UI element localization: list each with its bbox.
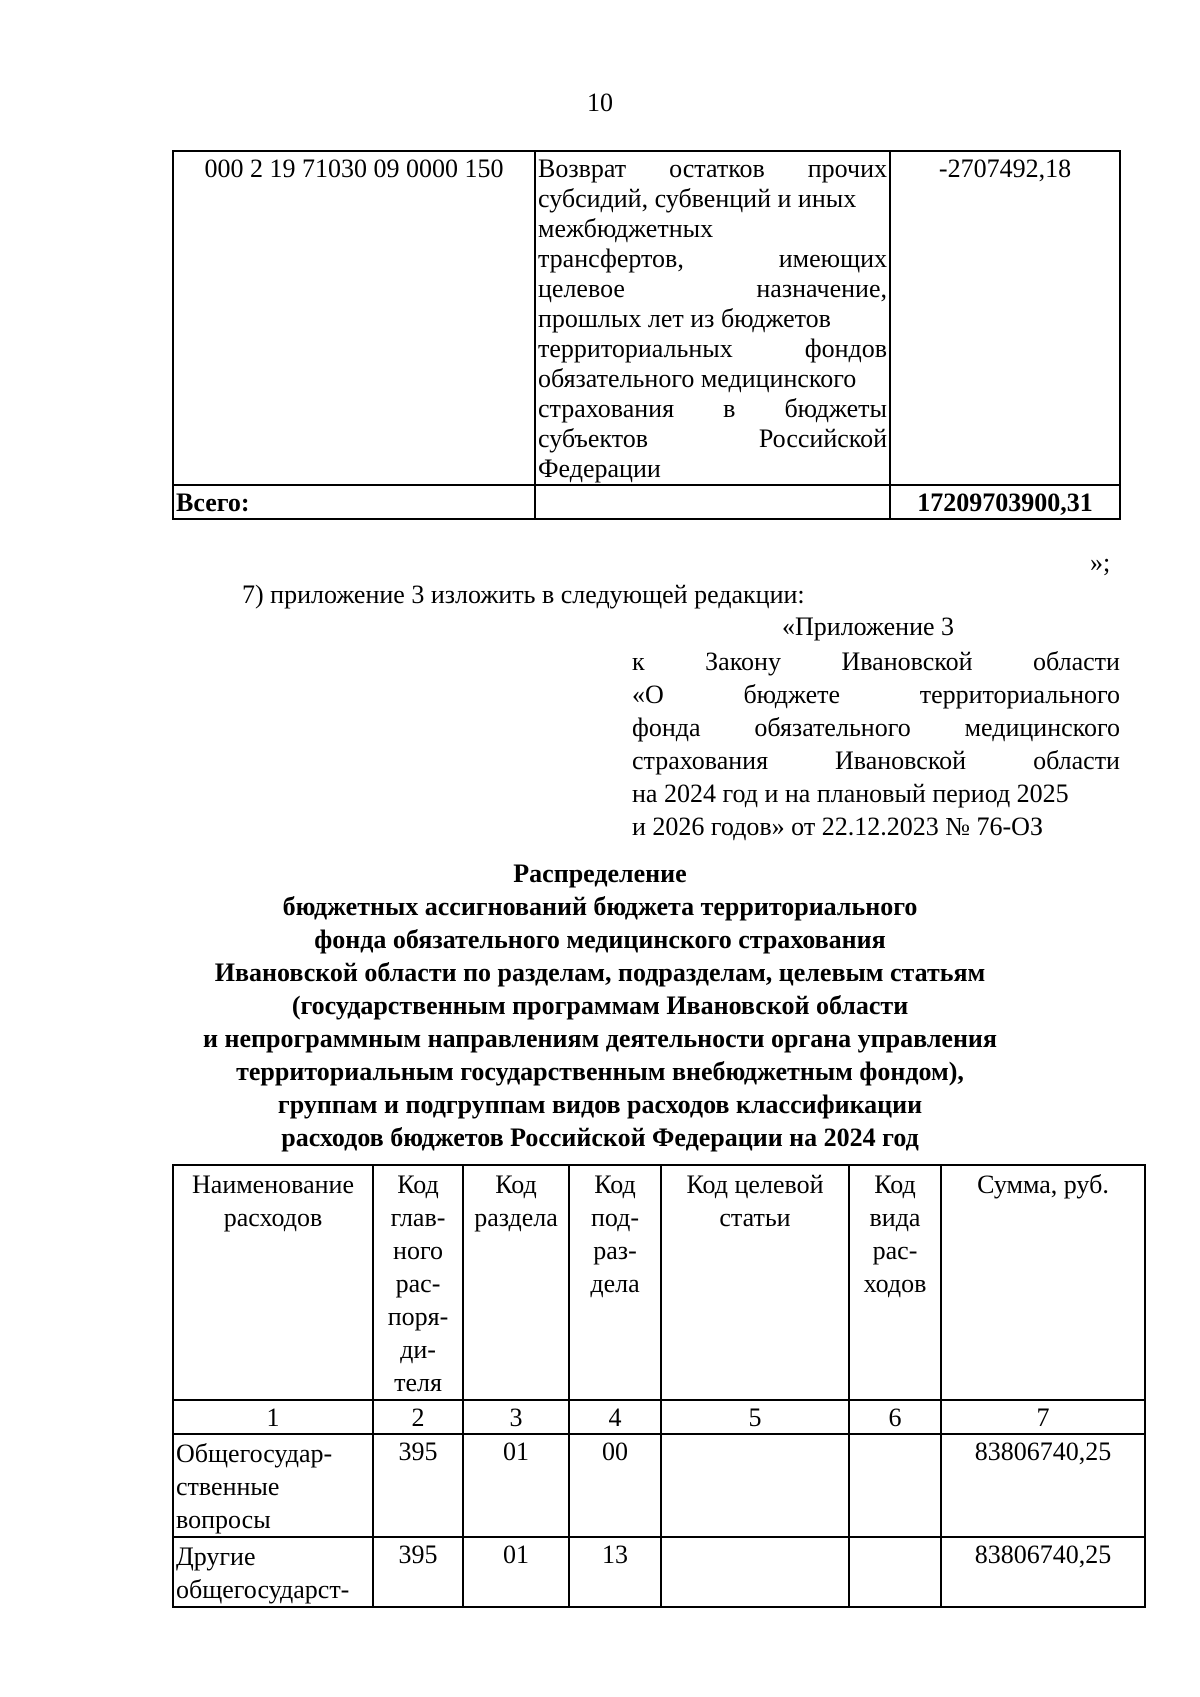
revenue-table xyxy=(172,150,1121,520)
description-word: обязательного медицинского xyxy=(538,364,857,393)
header-sum xyxy=(941,1165,1145,1400)
chief-code: 395 xyxy=(373,1434,463,1537)
title-line: расходов бюджетов Российской Федерации на 2024 год xyxy=(281,1123,919,1152)
header-text: Код xyxy=(594,1170,636,1199)
title-line: (государственным программам Ивановской области xyxy=(291,991,909,1020)
description-word: бюджеты xyxy=(784,394,887,423)
sum-value: 83806740,25 xyxy=(941,1537,1145,1607)
description-word: Возврат xyxy=(538,154,627,183)
subsection-code: 13 xyxy=(569,1537,661,1607)
header-text: Код xyxy=(874,1170,916,1199)
column-number: 7 xyxy=(941,1400,1145,1434)
appendix-word: «О xyxy=(632,680,664,709)
header-text: рас- xyxy=(395,1269,441,1298)
description-line xyxy=(538,454,887,484)
header-text: Наименование xyxy=(192,1170,354,1199)
expense-name-line: Другие xyxy=(176,1542,256,1571)
description-word: прошлых лет из бюджетов xyxy=(538,304,831,333)
page-number: 10 xyxy=(587,88,613,117)
appendix-header: «Приложение 3 xyxy=(782,612,955,641)
description-word: субъектов xyxy=(538,424,649,453)
header-text: поря- xyxy=(387,1302,449,1331)
header-name xyxy=(173,1165,373,1400)
description-word: целевое xyxy=(538,274,625,303)
header-text: раз- xyxy=(593,1236,637,1265)
header-text: рас- xyxy=(872,1236,918,1265)
appendix-line xyxy=(632,777,1120,810)
appendix-word: страхования xyxy=(632,746,769,775)
appendix-word: области xyxy=(1033,647,1120,676)
header-text: статьи xyxy=(719,1203,791,1232)
appendix-word: Ивановской xyxy=(835,746,967,775)
column-number: 6 xyxy=(849,1400,941,1434)
section-code: 01 xyxy=(463,1434,569,1537)
header-text: раздела xyxy=(474,1203,558,1232)
header-text: глав- xyxy=(390,1203,446,1232)
revenue-code: 000 2 19 71030 09 0000 150 xyxy=(173,151,535,485)
title-line: фонда обязательного медицинского страхования xyxy=(314,925,886,954)
description-line xyxy=(538,274,887,304)
expenditure-table xyxy=(172,1164,1146,1608)
quote-end: »; xyxy=(1090,548,1111,577)
header-chief-code xyxy=(373,1165,463,1400)
description-line xyxy=(538,214,887,244)
column-number: 2 xyxy=(373,1400,463,1434)
title-line: Распределение xyxy=(513,859,687,888)
total-empty-cell xyxy=(535,485,890,519)
header-text: теля xyxy=(394,1368,442,1397)
header-text: под- xyxy=(590,1203,640,1232)
appendix-word: фонда xyxy=(632,713,701,742)
description-word: фондов xyxy=(804,334,887,363)
column-number: 4 xyxy=(569,1400,661,1434)
appendix-word: на 2024 год и на плановый период 2025 xyxy=(632,779,1069,808)
section-code: 01 xyxy=(463,1537,569,1607)
title-line: и непрограммным направлениям деятельности органа управления xyxy=(203,1024,997,1053)
header-text: ди- xyxy=(400,1335,436,1364)
description-word: остатков xyxy=(669,154,765,183)
header-text: вида xyxy=(869,1203,921,1232)
description-word: территориальных xyxy=(538,334,733,363)
expense-name-line: ственные xyxy=(176,1472,280,1501)
appendix-word: и 2026 годов» от 22.12.2023 № 76-ОЗ xyxy=(632,812,1043,841)
target-code xyxy=(661,1434,849,1537)
description-line xyxy=(538,304,887,334)
expense-name xyxy=(173,1434,373,1537)
appendix-word: медицинского xyxy=(964,713,1120,742)
expense-name-line: общегосударст- xyxy=(176,1575,350,1604)
table-header-row xyxy=(173,1165,1145,1400)
total-row xyxy=(173,485,1120,519)
appendix-word: области xyxy=(1033,746,1120,775)
description-word: имеющих xyxy=(778,244,887,273)
description-word: прочих xyxy=(807,154,887,183)
appendix-line xyxy=(632,678,1120,711)
expense-type-code xyxy=(849,1434,941,1537)
header-text: Код целевой xyxy=(686,1170,824,1199)
revenue-description xyxy=(535,151,890,485)
title-line: территориальным государственным внебюджетным фондом), xyxy=(236,1057,964,1086)
appendix-word: обязательного xyxy=(754,713,911,742)
header-text: Код xyxy=(495,1170,537,1199)
appendix-line xyxy=(632,645,1120,678)
appendix-line xyxy=(632,810,1120,843)
description-line xyxy=(538,364,887,394)
target-code xyxy=(661,1537,849,1607)
description-line xyxy=(538,184,887,214)
description-line xyxy=(538,424,887,454)
appendix-word: территориального xyxy=(919,680,1120,709)
description-word: страхования xyxy=(538,394,675,423)
header-text: дела xyxy=(590,1269,640,1298)
appendix-word: Ивановской xyxy=(841,647,973,676)
header-text: Код xyxy=(397,1170,439,1199)
description-word: Российской xyxy=(758,424,887,453)
document-title xyxy=(0,857,1200,1154)
revenue-amount: -2707492,18 xyxy=(890,151,1120,485)
header-subsection-code xyxy=(569,1165,661,1400)
description-word: назначение, xyxy=(756,274,887,303)
appendix-word: Закону xyxy=(705,647,781,676)
column-number-row xyxy=(173,1400,1145,1434)
header-text: ного xyxy=(393,1236,443,1265)
header-text: Сумма, руб. xyxy=(977,1170,1109,1199)
expense-type-code xyxy=(849,1537,941,1607)
description-word: Федерации xyxy=(538,454,661,483)
description-word: трансфертов, xyxy=(538,244,684,273)
header-section-code xyxy=(463,1165,569,1400)
description-word: межбюджетных xyxy=(538,214,714,243)
table-row xyxy=(173,151,1120,485)
appendix-word: к xyxy=(632,647,645,676)
sum-value: 83806740,25 xyxy=(941,1434,1145,1537)
subsection-code: 00 xyxy=(569,1434,661,1537)
header-target-code xyxy=(661,1165,849,1400)
description-line xyxy=(538,154,887,184)
column-number: 3 xyxy=(463,1400,569,1434)
appendix-word: бюджете xyxy=(743,680,841,709)
appendix-line xyxy=(632,744,1120,777)
table-row xyxy=(173,1434,1145,1537)
expense-name-line: Общегосудар- xyxy=(176,1439,333,1468)
chief-code: 395 xyxy=(373,1537,463,1607)
description-word: в xyxy=(723,394,736,423)
appendix-reference xyxy=(632,645,1120,843)
appendix-line xyxy=(632,711,1120,744)
expense-name xyxy=(173,1537,373,1607)
header-text: расходов xyxy=(223,1203,323,1232)
header-text: ходов xyxy=(863,1269,927,1298)
header-expense-type-code xyxy=(849,1165,941,1400)
total-label: Всего: xyxy=(173,485,535,519)
column-number: 1 xyxy=(173,1400,373,1434)
total-amount: 17209703900,31 xyxy=(890,485,1120,519)
description-line xyxy=(538,394,887,424)
column-number: 5 xyxy=(661,1400,849,1434)
description-word: субсидий, субвенций и иных xyxy=(538,184,857,213)
title-line: бюджетных ассигнований бюджета территориального xyxy=(282,892,918,921)
description-line xyxy=(538,334,887,364)
table-row xyxy=(173,1537,1145,1607)
title-line: группам и подгруппам видов расходов классификации xyxy=(277,1090,923,1119)
description-line xyxy=(538,244,887,274)
amendment-item-7: 7) приложение 3 изложить в следующей редакции: xyxy=(242,580,805,609)
title-line: Ивановской области по разделам, подразделам, целевым статьям xyxy=(214,958,986,987)
expense-name-line: вопросы xyxy=(176,1505,271,1534)
